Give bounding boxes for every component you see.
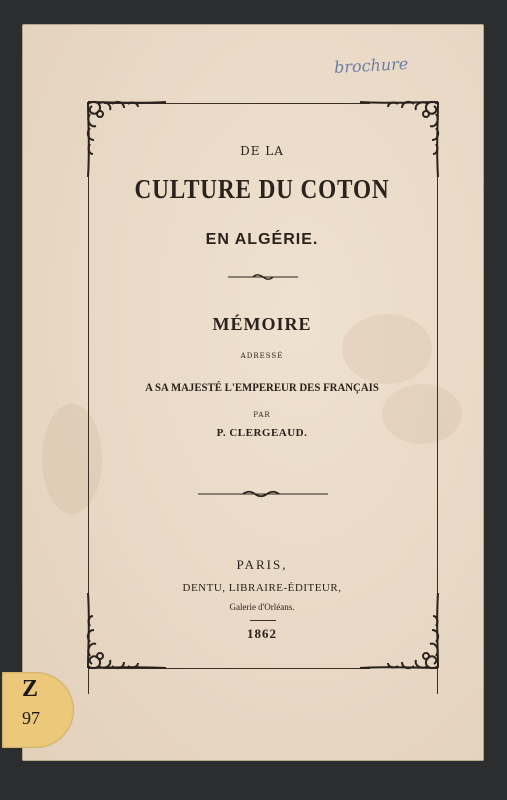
publisher-name: DENTU, LIBRAIRE-ÉDITEUR,: [182, 582, 342, 594]
divider-ornament-icon: [198, 490, 328, 498]
shelf-label-line1: Z: [22, 676, 39, 702]
corner-ornament-top-left-icon: [78, 92, 168, 182]
par-label: PAR: [253, 411, 271, 419]
dedication-line: A SA MAJESTÉ L'EMPEREUR DES FRANÇAIS: [145, 380, 379, 394]
memoire-heading: MÉMOIRE: [212, 314, 312, 334]
adresse-label: ADRESSÉ: [240, 352, 284, 360]
document-page: [22, 24, 484, 761]
main-title: CULTURE DU COTON: [134, 174, 390, 204]
author-name: P. CLERGEAUD.: [216, 427, 308, 439]
handwritten-note: brochure: [333, 54, 409, 77]
divider-ornament-icon: [228, 273, 298, 281]
corner-ornament-top-right-icon: [358, 92, 448, 182]
title-prefix: DE LA: [240, 144, 284, 158]
publication-city: PARIS,: [236, 557, 288, 572]
publisher-address: Galerie d'Orléans.: [229, 602, 295, 612]
publication-year: 1862: [247, 626, 277, 641]
subtitle: EN ALGÉRIE.: [205, 231, 319, 248]
short-rule: [250, 620, 276, 621]
shelf-label-line2: 97: [22, 708, 40, 728]
